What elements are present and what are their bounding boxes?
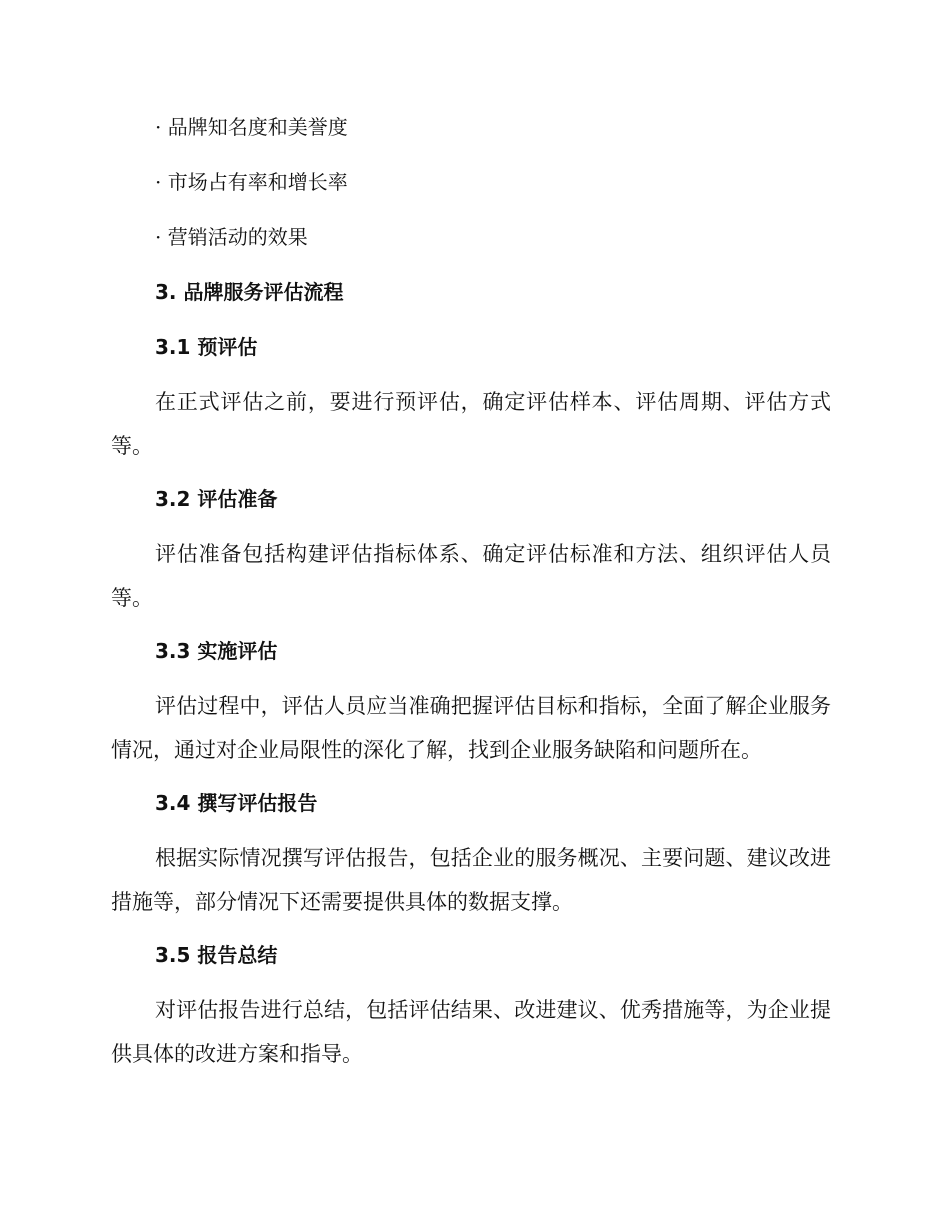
subsection-heading: 3.2 评估准备 xyxy=(155,487,278,511)
bullet-item: · 市场占有率和增长率 xyxy=(155,170,348,194)
paragraph: 在正式评估之前，要进行预评估，确定评估样本、评估周期、评估方式等。 xyxy=(111,390,831,458)
subsection-heading: 3.1 预评估 xyxy=(155,335,258,359)
subsection-heading: 3.3 实施评估 xyxy=(155,639,278,663)
bullet-item: · 品牌知名度和美誉度 xyxy=(155,115,348,139)
paragraph: 评估准备包括构建评估指标体系、确定评估标准和方法、组织评估人员等。 xyxy=(111,542,831,610)
paragraph: 评估过程中，评估人员应当准确把握评估目标和指标，全面了解企业服务情况，通过对企业局限性的深化了解，找到企业服务缺陷和问题所在。 xyxy=(111,694,831,762)
paragraph: 对评估报告进行总结，包括评估结果、改进建议、优秀措施等，为企业提供具体的改进方案和指导。 xyxy=(111,998,831,1066)
section-heading: 3. 品牌服务评估流程 xyxy=(155,280,344,304)
bullet-item: · 营销活动的效果 xyxy=(155,225,308,249)
subsection-heading: 3.5 报告总结 xyxy=(155,943,278,967)
subsection-heading: 3.4 撰写评估报告 xyxy=(155,791,318,815)
paragraph: 根据实际情况撰写评估报告，包括企业的服务概况、主要问题、建议改进措施等，部分情况下还需要提供具体的数据支撑。 xyxy=(111,846,831,914)
